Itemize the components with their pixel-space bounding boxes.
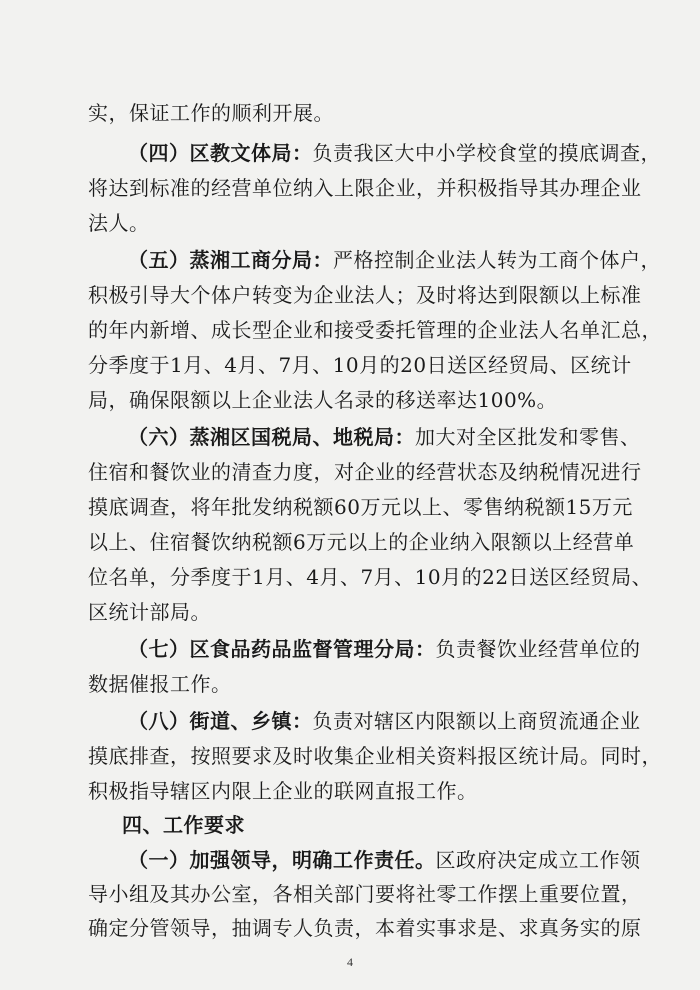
text-line bbox=[88, 877, 642, 911]
line-text: 的年内新增、成长型企业和接受委托管理的企业法人名单汇总， bbox=[88, 318, 662, 342]
line-text: 负责对辖区内限额以上商贸流通企业 bbox=[312, 709, 641, 733]
text-line bbox=[88, 455, 642, 489]
line-text: 分季度于1月、4月、7月、10月的20日送区经贸局、区统计 bbox=[88, 353, 632, 377]
text-line bbox=[88, 490, 633, 524]
heading-text: 四、工作要求 bbox=[122, 813, 245, 837]
section-heading bbox=[122, 808, 422, 842]
text-line bbox=[88, 383, 628, 417]
text-line bbox=[88, 774, 628, 808]
line-text: 位名单，分季度于1月、4月、7月、10月的22日送区经贸局、 bbox=[88, 565, 653, 589]
text-line bbox=[128, 632, 641, 666]
text-line bbox=[128, 704, 641, 738]
line-text: 严格控制企业法人转为工商个体户， bbox=[333, 248, 661, 272]
section-lead: （五）蒸湘工商分局： bbox=[128, 248, 333, 272]
line-text: 住宿和餐饮业的清查力度，对企业的经营状态及纳税情况进行 bbox=[88, 460, 642, 484]
line-text: 区统计部局。 bbox=[88, 600, 211, 624]
text-line bbox=[88, 739, 662, 773]
line-text: 负责餐饮业经营单位的 bbox=[435, 637, 641, 661]
line-text: 以上、住宿餐饮纳税额6万元以上的企业纳入限额以上经营单 bbox=[88, 530, 635, 554]
text-line bbox=[88, 206, 628, 240]
text-line bbox=[88, 348, 632, 382]
line-text: 确定分管领导，抽调专人负责，本着实事求是、求真务实的原 bbox=[88, 916, 642, 940]
text-line bbox=[128, 136, 661, 170]
text-line bbox=[88, 96, 628, 130]
section-lead: （一）加强领导，明确工作责任。 bbox=[128, 848, 436, 872]
text-line bbox=[88, 525, 635, 559]
line-text: 摸底调查，将年批发纳税额60万元以上、零售纳税额15万元 bbox=[88, 495, 633, 519]
text-line bbox=[128, 843, 641, 877]
page-number: 4 bbox=[347, 955, 353, 969]
text-line bbox=[88, 911, 642, 945]
line-text: 导小组及其办公室，各相关部门要将社零工作摆上重要位置， bbox=[88, 882, 642, 906]
line-text: 积极引导大个体户转变为企业法人；及时将达到限额以上标准 bbox=[88, 283, 642, 307]
line-text: 积极指导辖区内限上企业的联网直报工作。 bbox=[88, 779, 478, 803]
line-text: 摸底排查，按照要求及时收集企业相关资料报区统计局。同时， bbox=[88, 744, 662, 768]
line-text: 实，保证工作的顺利开展。 bbox=[88, 101, 334, 125]
section-lead: （八）街道、乡镇： bbox=[128, 709, 313, 733]
line-text: 区政府决定成立工作领 bbox=[435, 848, 641, 872]
text-line bbox=[88, 595, 628, 629]
line-text: 负责我区大中小学校食堂的摸底调查， bbox=[312, 141, 661, 165]
text-line bbox=[88, 278, 642, 312]
line-text: 数据催报工作。 bbox=[88, 672, 232, 696]
text-line bbox=[88, 667, 628, 701]
text-line bbox=[88, 313, 662, 347]
line-text: 法人。 bbox=[88, 211, 150, 235]
text-line bbox=[88, 560, 653, 594]
section-lead: （七）区食品药品监督管理分局： bbox=[128, 637, 436, 661]
text-line bbox=[88, 171, 642, 205]
section-lead: （四）区教文体局： bbox=[128, 141, 313, 165]
line-text: 局，确保限额以上企业法人名录的移送率达100%。 bbox=[88, 388, 558, 412]
text-line bbox=[128, 243, 661, 277]
line-text: 加大对全区批发和零售、 bbox=[415, 425, 641, 449]
text-line bbox=[128, 420, 641, 454]
line-text: 将达到标准的经营单位纳入上限企业，并积极指导其办理企业 bbox=[88, 176, 642, 200]
section-lead: （六）蒸湘区国税局、地税局： bbox=[128, 425, 415, 449]
